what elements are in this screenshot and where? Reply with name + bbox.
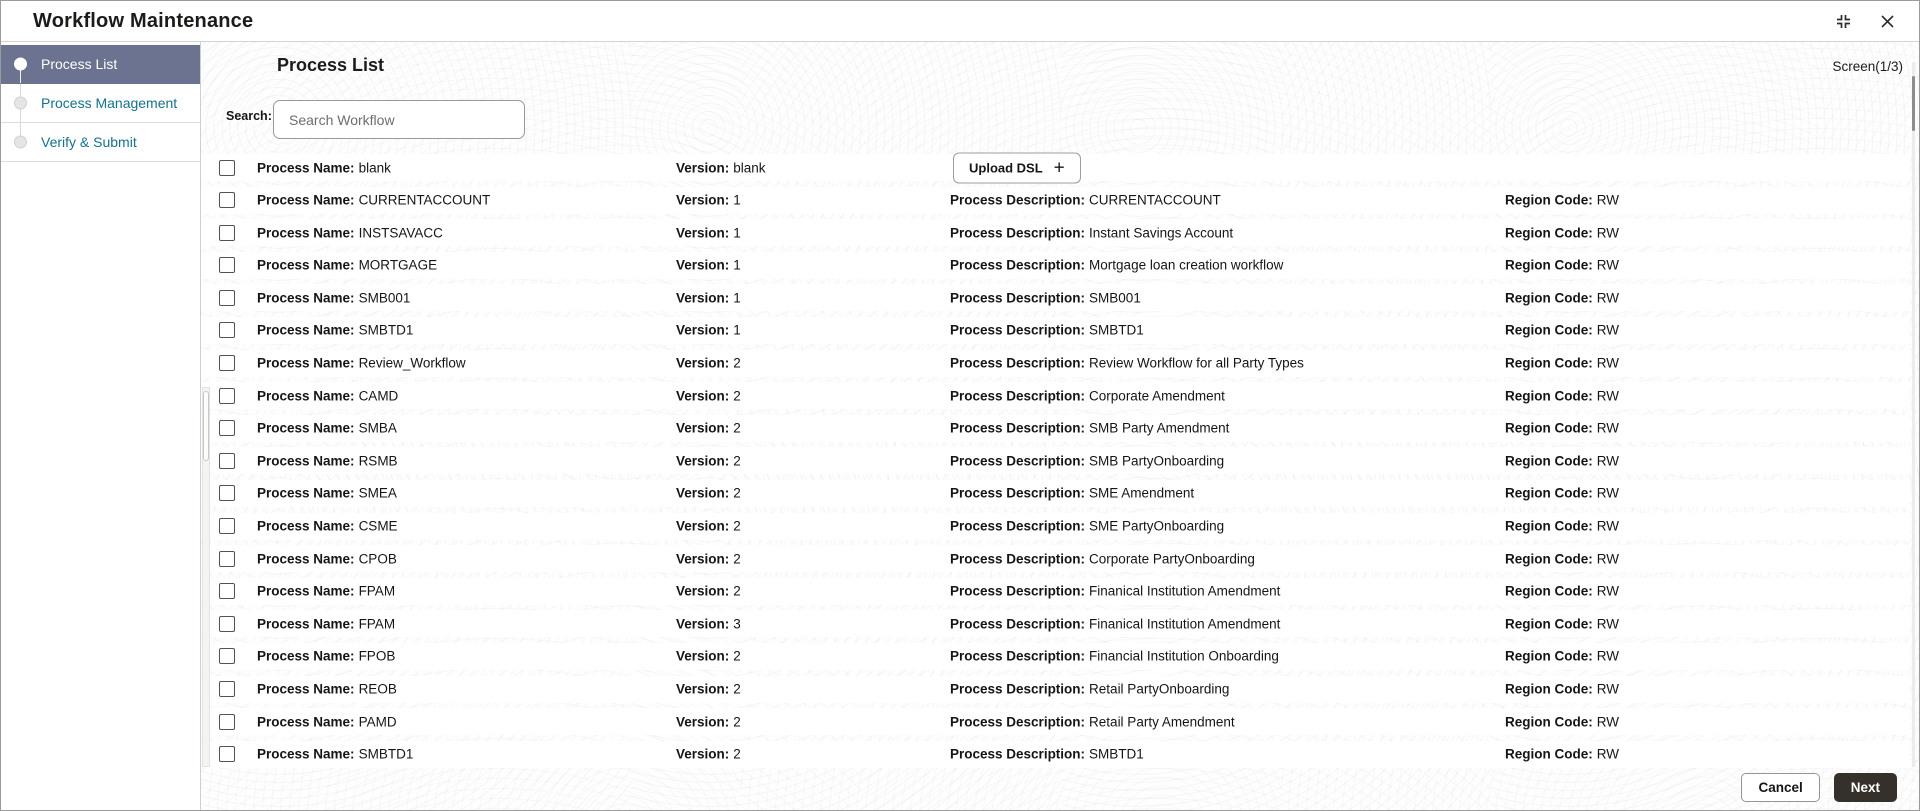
row-checkbox[interactable] <box>219 746 235 762</box>
version-value: 2 <box>733 648 741 664</box>
process-row <box>201 447 1910 474</box>
region-code-value: RW <box>1596 388 1619 404</box>
version-value: 2 <box>733 355 741 371</box>
process-row <box>201 252 1910 279</box>
list-scrollbar[interactable] <box>202 387 210 767</box>
region-code-value: RW <box>1596 616 1619 632</box>
process-description-value: Instant Savings Account <box>1089 225 1234 241</box>
process-description-value: SMBTD1 <box>1089 322 1144 338</box>
page-title: Process List <box>277 55 385 75</box>
titlebar <box>1 1 1919 42</box>
region-code-label: Region Code: <box>1505 551 1593 567</box>
process-name-label: Process Name: <box>257 485 355 501</box>
version-label: Version: <box>676 714 730 730</box>
process-name-value: REOB <box>358 681 397 697</box>
process-name-label: Process Name: <box>257 681 355 697</box>
panel-scrollbar-thumb[interactable] <box>1912 76 1915 131</box>
version-value: 2 <box>733 518 741 534</box>
region-code-value: RW <box>1596 225 1619 241</box>
region-code-value: RW <box>1596 518 1619 534</box>
version-label: Version: <box>676 192 730 208</box>
row-checkbox[interactable] <box>219 551 235 567</box>
process-description-value: Finanical Institution Amendment <box>1089 583 1281 599</box>
process-row <box>201 284 1910 311</box>
screen-indicator: Screen(1/3) <box>1832 59 1903 74</box>
version-label: Version: <box>676 518 730 534</box>
row-checkbox[interactable] <box>219 583 235 599</box>
region-code-value: RW <box>1596 551 1619 567</box>
version-value: 2 <box>733 420 741 436</box>
region-code-label: Region Code: <box>1505 746 1593 762</box>
process-description-label: Process Description: <box>950 746 1086 762</box>
process-name-label: Process Name: <box>257 355 355 371</box>
step-bullet-icon <box>14 58 27 71</box>
version-value: 2 <box>733 453 741 469</box>
sidebar-step-process-list[interactable] <box>1 45 200 84</box>
version-label: Version: <box>676 616 730 632</box>
process-name-label: Process Name: <box>257 551 355 567</box>
process-name-value: FPOB <box>358 648 396 664</box>
next-button[interactable]: Next <box>1834 773 1897 802</box>
list-scrollbar-thumb[interactable] <box>203 391 209 461</box>
process-description-label: Process Description: <box>950 453 1086 469</box>
process-name-value: SMBTD1 <box>358 322 414 338</box>
step-label: Process Management <box>41 95 178 111</box>
version-label: Version: <box>676 355 730 371</box>
process-row <box>201 219 1910 246</box>
process-description-value: SMB Party Amendment <box>1089 420 1230 436</box>
region-code-value: RW <box>1596 420 1619 436</box>
process-list-panel <box>201 42 1919 810</box>
row-checkbox[interactable] <box>219 485 235 501</box>
process-description-label: Process Description: <box>950 225 1086 241</box>
version-value: 2 <box>733 388 741 404</box>
version-value: 2 <box>733 746 741 762</box>
process-name-label: Process Name: <box>257 583 355 599</box>
search-input[interactable] <box>273 100 525 139</box>
row-checkbox[interactable] <box>219 681 235 697</box>
process-name-label: Process Name: <box>257 518 355 534</box>
region-code-value: RW <box>1596 583 1619 599</box>
region-code-label: Region Code: <box>1505 453 1593 469</box>
region-code-label: Region Code: <box>1505 681 1593 697</box>
version-value: 1 <box>733 322 741 338</box>
region-code-value: RW <box>1596 322 1619 338</box>
region-code-label: Region Code: <box>1505 192 1593 208</box>
version-label: Version: <box>676 388 730 404</box>
process-description-value: SMB001 <box>1089 290 1141 306</box>
process-name-label: Process Name: <box>257 160 355 175</box>
process-description-value: Retail Party Amendment <box>1089 714 1235 730</box>
region-code-label: Region Code: <box>1505 388 1593 404</box>
version-label: Version: <box>676 453 730 469</box>
version-value: 1 <box>733 192 741 208</box>
process-name-label: Process Name: <box>257 420 355 436</box>
process-description-value: Mortgage loan creation workflow <box>1089 257 1284 273</box>
row-checkbox[interactable] <box>219 388 235 404</box>
process-description-label: Process Description: <box>950 518 1086 534</box>
process-row <box>201 415 1910 442</box>
window-title: Workflow Maintenance <box>33 9 254 32</box>
version-value: 2 <box>733 681 741 697</box>
step-bullet-icon <box>14 97 27 110</box>
sidebar-step-process-management[interactable] <box>1 84 200 123</box>
version-value: 1 <box>733 225 741 241</box>
process-description-value: Corporate Amendment <box>1089 388 1225 404</box>
version-value: 1 <box>733 290 741 306</box>
process-name-label: Process Name: <box>257 616 355 632</box>
region-code-value: RW <box>1596 485 1619 501</box>
row-checkbox[interactable] <box>219 225 235 241</box>
upload-dsl-button[interactable] <box>953 152 1081 183</box>
row-checkbox[interactable] <box>219 453 235 469</box>
process-row <box>201 513 1910 540</box>
process-description-label: Process Description: <box>950 355 1086 371</box>
process-name-value: FPAM <box>358 583 396 599</box>
step-label: Verify & Submit <box>41 134 137 150</box>
process-row <box>201 741 1910 768</box>
region-code-value: RW <box>1596 290 1619 306</box>
process-row <box>201 643 1910 670</box>
version-label: Version: <box>676 485 730 501</box>
process-description-value: CURRENTACCOUNT <box>1089 192 1221 208</box>
process-name-value: CSME <box>358 518 398 534</box>
row-checkbox[interactable] <box>219 518 235 534</box>
process-description-value: Financial Institution Onboarding <box>1089 648 1279 664</box>
process-description-label: Process Description: <box>950 681 1086 697</box>
search-label: Search: <box>226 109 272 123</box>
process-name-value: blank <box>358 160 391 175</box>
process-description-label: Process Description: <box>950 648 1086 664</box>
version-value: 2 <box>733 583 741 599</box>
process-name-label: Process Name: <box>257 225 355 241</box>
region-code-label: Region Code: <box>1505 648 1593 664</box>
region-code-label: Region Code: <box>1505 714 1593 730</box>
process-description-value: Finanical Institution Amendment <box>1089 616 1281 632</box>
collapse-icon[interactable] <box>1833 11 1853 31</box>
process-description-value: SME PartyOnboarding <box>1089 518 1225 534</box>
version-label: Version: <box>676 681 730 697</box>
process-row <box>201 154 1910 181</box>
region-code-value: RW <box>1596 257 1619 273</box>
row-checkbox[interactable] <box>219 355 235 371</box>
process-row <box>201 676 1910 703</box>
process-description-label: Process Description: <box>950 583 1086 599</box>
process-name-value: SMEA <box>358 485 397 501</box>
process-name-value: CPOB <box>358 551 397 567</box>
row-checkbox[interactable] <box>219 257 235 273</box>
process-description-value: Corporate PartyOnboarding <box>1089 551 1255 567</box>
process-name-value: Review_Workflow <box>358 355 466 371</box>
region-code-value: RW <box>1596 453 1619 469</box>
row-checkbox[interactable] <box>219 616 235 632</box>
upload-dsl-label: Upload DSL <box>969 160 1043 175</box>
cancel-button[interactable]: Cancel <box>1741 773 1819 802</box>
region-code-label: Region Code: <box>1505 583 1593 599</box>
region-code-label: Region Code: <box>1505 290 1593 306</box>
process-row <box>201 610 1910 637</box>
process-description-label: Process Description: <box>950 420 1086 436</box>
region-code-value: RW <box>1596 746 1619 762</box>
process-row <box>201 382 1910 409</box>
region-code-label: Region Code: <box>1505 485 1593 501</box>
region-code-label: Region Code: <box>1505 322 1593 338</box>
region-code-value: RW <box>1596 681 1619 697</box>
process-name-value: SMBTD1 <box>358 746 414 762</box>
version-label: Version: <box>676 322 730 338</box>
process-name-label: Process Name: <box>257 290 355 306</box>
process-row <box>201 350 1910 377</box>
process-name-label: Process Name: <box>257 257 355 273</box>
region-code-label: Region Code: <box>1505 420 1593 436</box>
region-code-value: RW <box>1596 714 1619 730</box>
row-checkbox[interactable] <box>219 420 235 436</box>
process-name-value: SMB001 <box>358 290 411 306</box>
region-code-value: RW <box>1596 648 1619 664</box>
version-value: 1 <box>733 257 741 273</box>
process-description-value: SME Amendment <box>1089 485 1195 501</box>
process-row <box>201 480 1910 507</box>
version-value: 2 <box>733 485 741 501</box>
steps-sidebar <box>1 42 201 810</box>
panel-scrollbar[interactable] <box>1912 62 1915 767</box>
process-name-label: Process Name: <box>257 322 355 338</box>
process-name-value: MORTGAGE <box>358 257 438 273</box>
process-name-label: Process Name: <box>257 746 355 762</box>
process-name-value: RSMB <box>358 453 398 469</box>
region-code-label: Region Code: <box>1505 257 1593 273</box>
process-description-label: Process Description: <box>950 192 1086 208</box>
process-name-label: Process Name: <box>257 192 355 208</box>
process-name-value: CAMD <box>358 388 399 404</box>
process-row <box>201 187 1910 214</box>
version-label: Version: <box>676 551 730 567</box>
process-description-label: Process Description: <box>950 551 1086 567</box>
version-label: Version: <box>676 746 730 762</box>
process-row <box>201 545 1910 572</box>
sidebar-step-verify-submit[interactable] <box>1 123 200 162</box>
region-code-value: RW <box>1596 192 1619 208</box>
process-description-label: Process Description: <box>950 485 1086 501</box>
process-name-value: CURRENTACCOUNT <box>358 192 491 208</box>
row-checkbox[interactable] <box>219 714 235 730</box>
version-value: blank <box>733 160 766 175</box>
window-controls <box>1833 11 1897 31</box>
version-label: Version: <box>676 290 730 306</box>
version-value: 2 <box>733 551 741 567</box>
process-list <box>201 154 1910 773</box>
row-checkbox[interactable] <box>219 648 235 664</box>
process-name-label: Process Name: <box>257 453 355 469</box>
region-code-label: Region Code: <box>1505 355 1593 371</box>
process-name-label: Process Name: <box>257 388 355 404</box>
process-description-label: Process Description: <box>950 388 1086 404</box>
close-icon[interactable] <box>1877 11 1897 31</box>
process-description-label: Process Description: <box>950 290 1086 306</box>
footer-actions <box>1741 773 1897 802</box>
version-label: Version: <box>676 225 730 241</box>
version-label: Version: <box>676 583 730 599</box>
version-value: 2 <box>733 714 741 730</box>
version-label: Version: <box>676 257 730 273</box>
region-code-label: Region Code: <box>1505 225 1593 241</box>
process-name-value: PAMD <box>358 714 397 730</box>
process-name-value: INSTSAVACC <box>358 225 443 241</box>
process-row <box>201 317 1910 344</box>
process-name-label: Process Name: <box>257 648 355 664</box>
region-code-label: Region Code: <box>1505 616 1593 632</box>
step-label: Process List <box>41 56 118 72</box>
process-description-value: Retail PartyOnboarding <box>1089 681 1230 697</box>
process-row <box>201 578 1910 605</box>
process-name-label: Process Name: <box>257 714 355 730</box>
plus-icon: + <box>1053 157 1065 178</box>
region-code-value: RW <box>1596 355 1619 371</box>
row-checkbox[interactable] <box>219 192 235 208</box>
process-name-value: FPAM <box>358 616 396 632</box>
step-bullet-icon <box>14 136 27 149</box>
region-code-label: Region Code: <box>1505 518 1593 534</box>
process-name-value: SMBA <box>358 420 397 436</box>
process-description-value: SMBTD1 <box>1089 746 1144 762</box>
process-description-label: Process Description: <box>950 616 1086 632</box>
row-checkbox[interactable] <box>219 160 235 176</box>
version-label: Version: <box>676 420 730 436</box>
version-label: Version: <box>676 160 730 175</box>
process-row <box>201 708 1910 735</box>
process-description-label: Process Description: <box>950 322 1086 338</box>
process-description-value: SMB PartyOnboarding <box>1089 453 1225 469</box>
version-value: 3 <box>733 616 741 632</box>
version-label: Version: <box>676 648 730 664</box>
process-description-label: Process Description: <box>950 714 1086 730</box>
process-description-label: Process Description: <box>950 257 1086 273</box>
process-description-value: Review Workflow for all Party Types <box>1089 355 1304 371</box>
row-checkbox[interactable] <box>219 322 235 338</box>
row-checkbox[interactable] <box>219 290 235 306</box>
